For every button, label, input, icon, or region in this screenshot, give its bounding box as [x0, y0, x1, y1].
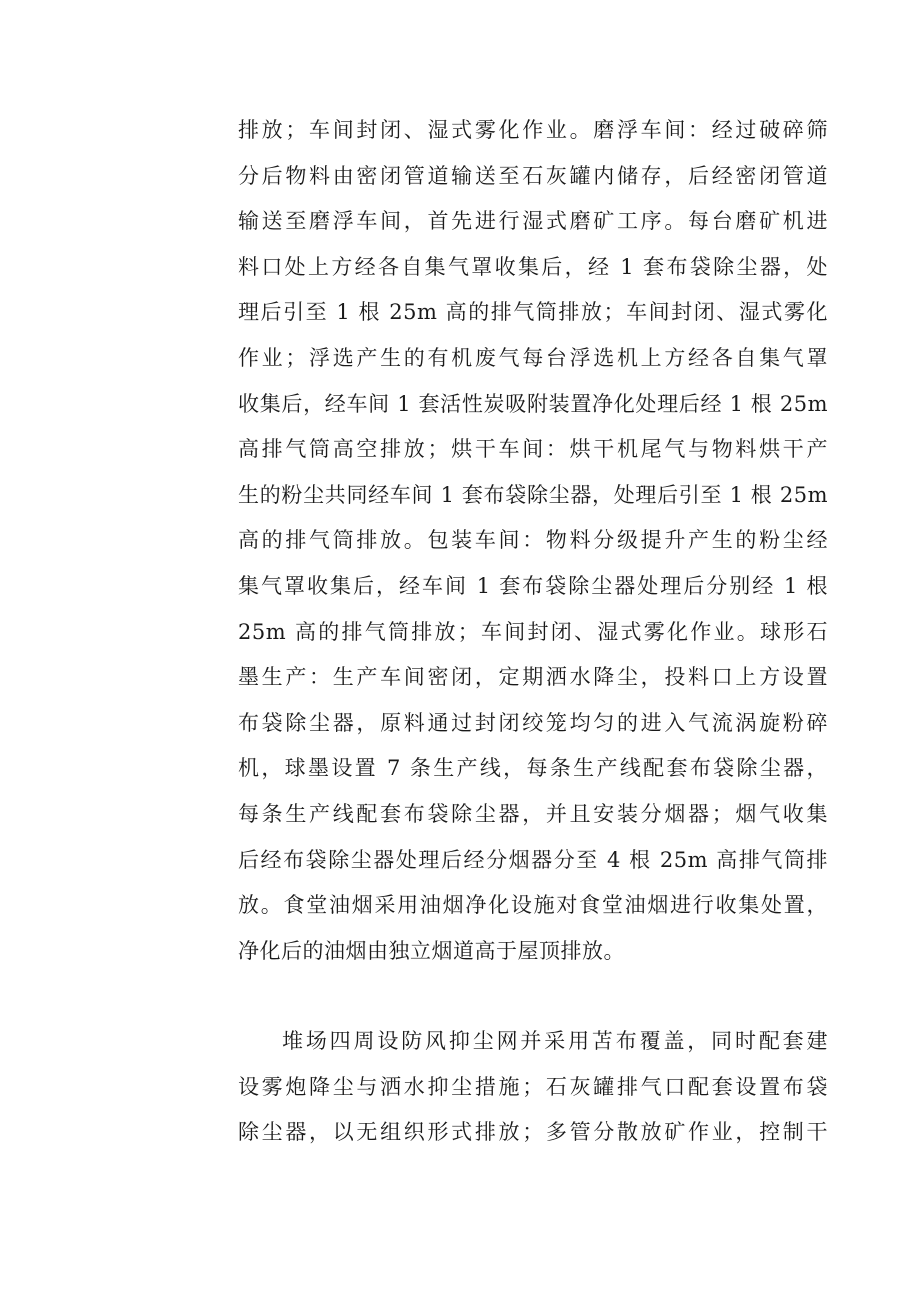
- paragraph-line: 25m 高的排气筒排放；车间封闭、湿式雾化作业。球形石: [238, 619, 828, 644]
- paragraph-line: 净化后的油烟由独立烟道高于屋顶排放。: [238, 938, 625, 963]
- paragraph-line: 排放；车间封闭、湿式雾化作业。磨浮车间：经过破碎筛: [238, 118, 828, 142]
- paragraph-line: 放。食堂油烟采用油烟净化设施对食堂油烟进行收集处置，: [238, 893, 828, 918]
- paragraph-line: 输送至磨浮车间，首先进行湿式磨矿工序。每台磨矿机进: [238, 209, 828, 234]
- paragraph-line: 堆场四周设防风抑尘网并采用苫布覆盖，同时配套建: [282, 1029, 828, 1053]
- paragraph-line: 集气罩收集后，经车间 1 套布袋除尘器处理后分别经 1 根: [238, 573, 828, 598]
- paragraph-line: 料口处上方经各自集气罩收集后，经 1 套布袋除尘器，处: [238, 254, 828, 279]
- paragraph-line: 高排气筒高空排放；烘干车间：烘干机尾气与物料烘干产: [238, 437, 828, 462]
- paragraph-line: 设雾炮降尘与洒水抑尘措施；石灰罐排气口配套设置布袋: [238, 1074, 828, 1099]
- paragraph-1: [238, 108, 828, 974]
- paragraph-line: 理后引至 1 根 25m 高的排气筒排放；车间封闭、湿式雾化: [238, 300, 828, 325]
- paragraph-2: [238, 1019, 828, 1156]
- paragraph-line: 每条生产线配套布袋除尘器，并且安装分烟器；烟气收集: [238, 801, 828, 826]
- paragraph-line: 分后物料由密闭管道输送至石灰罐内储存，后经密闭管道: [238, 163, 828, 188]
- paragraph-line: 高的排气筒排放。包装车间：物料分级提升产生的粉尘经: [238, 528, 828, 553]
- paragraph-line: 机，球墨设置 7 条生产线，每条生产线配套布袋除尘器，: [238, 756, 828, 781]
- paragraph-line: 作业；浮选产生的有机废气每台浮选机上方经各自集气罩: [238, 345, 828, 370]
- paragraph-line: 收集后，经车间 1 套活性炭吸附装置净化处理后经 1 根 25m: [238, 391, 828, 416]
- paragraph-line: 墨生产：生产车间密闭，定期洒水降尘，投料口上方设置: [238, 665, 828, 690]
- paragraph-line: 除尘器，以无组织形式排放；多管分散放矿作业，控制干: [238, 1120, 828, 1145]
- paragraph-line: 后经布袋除尘器处理后经分烟器分至 4 根 25m 高排气筒排: [238, 847, 828, 872]
- paragraph-line: 布袋除尘器，原料通过封闭绞笼均匀的进入气流涡旋粉碎: [238, 710, 828, 735]
- paragraph-line: 生的粉尘共同经车间 1 套布袋除尘器，处理后引至 1 根 25m: [238, 482, 828, 507]
